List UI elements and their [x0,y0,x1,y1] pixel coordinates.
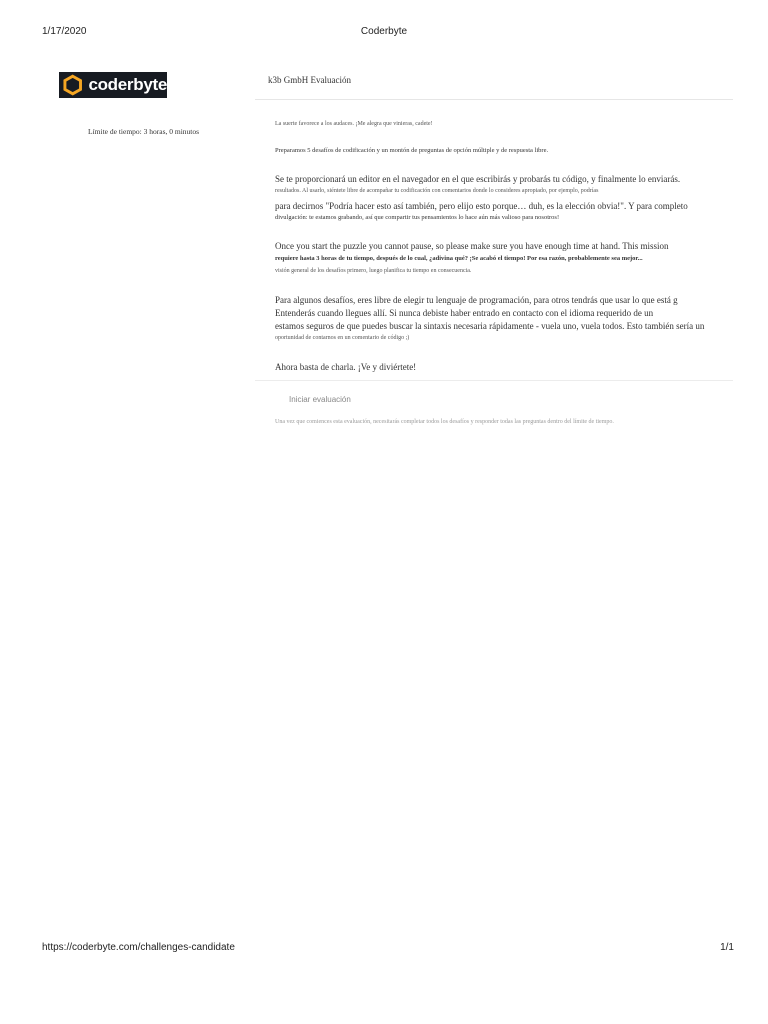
print-header-title: Coderbyte [360,26,408,37]
coderbyte-logo [59,72,167,98]
lang-line: Para algunos desafíos, eres libre de elegir tu lenguaje de programación, para otros tendrás que usar lo que está g [275,295,678,305]
content-divider [255,380,733,381]
lang-line: Entenderás cuando llegues allí. Si nunca debiste haber entrado en contacto con el idioma requerido de un [275,308,654,318]
assessment-title: k3b GmbH Evaluación [268,75,351,85]
prep-text: Preparamos 5 desafíos de codificación y un montón de preguntas de opción múltiple y de respuesta libre. [275,147,549,154]
title-divider [255,99,733,100]
lang-line: oportunidad de contarnos en un comentario de código ;) [275,335,410,341]
editor-line: para decirnos "Podría hacer esto así también, pero elijo esto porque… duh, es la elección obvia!". Y para completo [275,201,688,211]
logo-text: coderbyte [88,75,167,94]
once-line: Once you start the puzzle you cannot pause, so please make sure you have enough time at hand. This mission [275,241,669,251]
time-limit: Límite de tiempo: 3 horas, 0 minutos [88,127,200,136]
lang-line: estamos seguros de que puedes buscar la sintaxis necesaria rápidamente - vuela uno, vuela todos. Esto también sería un [275,321,705,331]
editor-line: resultados. Al usarlo, siéntete libre de acompañar tu codificación con comentarios donde lo consideres apropiado, por ejemplo, podrías [275,188,599,194]
time-limit-note: Una vez que comiences esta evaluación, necesitarás completar todos los desafíos y responder todas las preguntas dentro del límite de tiempo. [275,419,614,425]
hexagon-icon [62,74,83,96]
closing-text: Ahora basta de charla. ¡Ve y diviértete! [275,362,417,372]
print-footer-page: 1/1 [720,942,734,953]
print-footer-url: https://coderbyte.com/challenges-candidate [42,942,235,953]
once-line: visión general de los desafíos primero, luego planifica tu tiempo en consecuencia. [275,268,472,274]
intro-text: La suerte favorece a los audaces. ¡Me alegra que vinieras, cadete! [275,121,433,127]
start-assessment-button[interactable]: Iniciar evaluación [283,391,373,407]
editor-line: divulgación: te estamos grabando, así que compartir tus pensamientos lo hace aún más valioso para nosotros! [275,214,560,221]
editor-line: Se te proporcionará un editor en el navegador en el que escribirás y probarás tu código, y finalmente lo enviarás. [275,174,681,184]
once-line: requiere hasta 3 horas de tu tiempo, después de lo cual, ¿adivina qué? ¡Se acabó el tiempo! Por esa razón, probablemente sea mejor... [275,255,643,262]
print-header-date: 1/17/2020 [42,26,87,37]
